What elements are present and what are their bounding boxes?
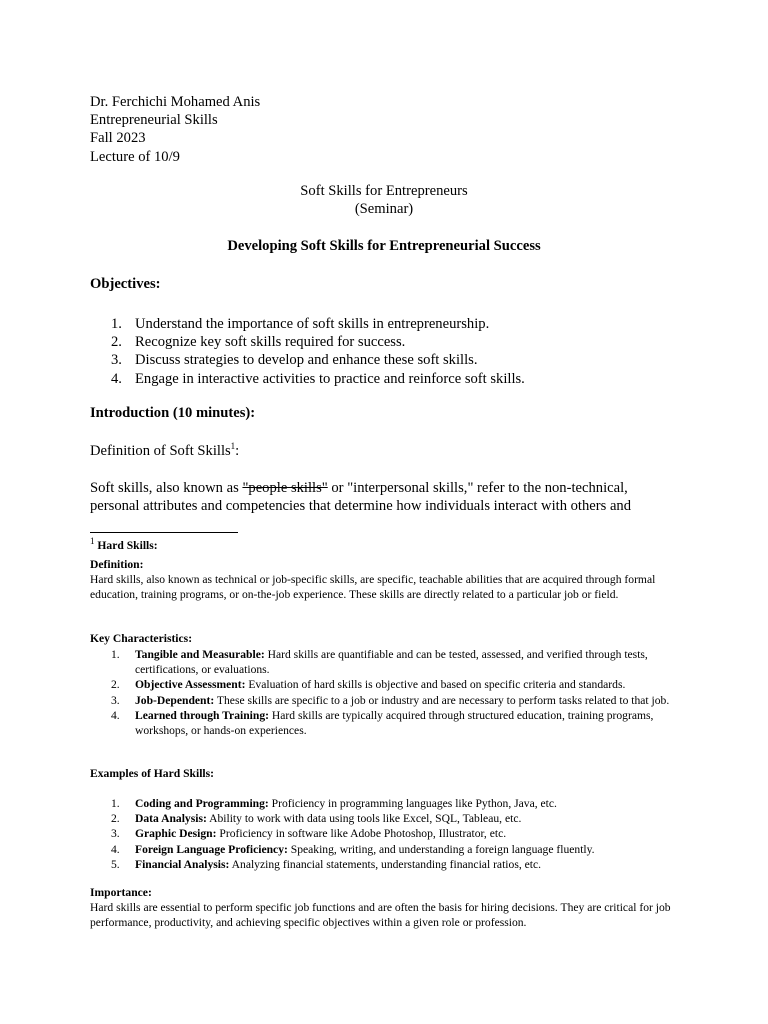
- list-item: 5. Financial Analysis: Analyzing financial statements, understanding financial ratios, etc.: [111, 857, 542, 871]
- lecture-date: Lecture of 10/9: [90, 148, 180, 165]
- definition-label: Definition of Soft Skills$^1$:: [90, 441, 240, 459]
- examples-list: [90, 796, 680, 872]
- importance-text: Hard skills are essential to perform specific job functions and are often the basis for hiring decisions. They are critical for job performance, productivity, and achieving specific objectives within a given role or profession.: [90, 901, 671, 930]
- list-item: 2. Data Analysis: Ability to work with data using tools like Excel, SQL, Tableau, etc.: [111, 812, 522, 826]
- list-item: 1. Tangible and Measurable: Hard skills are quantifiable and can be tested, assessed, and verified through tests, certifications, or evaluations.: [111, 648, 648, 677]
- seminar-subtitle: (Seminar): [354, 201, 414, 217]
- list-item: 3. Discuss strategies to develop and enhance these soft skills.: [111, 352, 478, 369]
- list-item: 1. Coding and Programming: Proficiency in programming languages like Python, Java, etc.: [111, 797, 557, 810]
- list-item: 1. Understand the importance of soft skills in entrepreneurship.: [111, 316, 490, 332]
- page-heading: Developing Soft Skills for Entrepreneurial Success: [227, 238, 541, 254]
- list-item: 3. Job-Dependent: These skills are specific to a job or industry and are necessary to perform tasks related to that job.: [111, 693, 670, 707]
- footnote-separator: [90, 532, 238, 533]
- footnote-reference[interactable]: 1: [230, 441, 236, 452]
- definition-paragraph: Soft skills, also known as "people skills" or "interpersonal skills," refer to the non-technical, personal attributes and competencies that determine how individuals interact with others and: [90, 480, 632, 514]
- list-item: 4. Engage in interactive activities to practice and reinforce soft skills.: [111, 370, 525, 387]
- author-name: Dr. Ferchichi Mohamed Anis: [90, 94, 261, 110]
- footnote-definition-text: Hard skills, also known as technical or job-specific skills, are specific, teachable abilities that are acquired through formal education, training programs, or on-the-job experience. These skills are directly related to a particular job or field.: [90, 573, 656, 602]
- examples-heading: Examples of Hard Skills:: [90, 767, 215, 780]
- footnote-definition-heading: Definition:: [90, 558, 144, 571]
- list-item: 2. Objective Assessment: Evaluation of hard skills is objective and based on specific criteria and standards.: [111, 678, 626, 692]
- characteristics-list: [90, 647, 680, 738]
- importance-heading: Importance:: [90, 886, 152, 899]
- struck-text: "people skills": [242, 480, 328, 496]
- objectives-heading: Objectives:: [90, 276, 161, 292]
- course-name: Entrepreneurial Skills: [90, 112, 218, 129]
- list-item: 4. Foreign Language Proficiency: Speaking, writing, and understanding a foreign language fluently.: [111, 842, 595, 856]
- characteristics-heading: Key Characteristics:: [90, 632, 193, 645]
- footnote-title: $^1$ Hard Skills:: [90, 536, 158, 552]
- list-item: 3. Graphic Design: Proficiency in software like Adobe Photoshop, Illustrator, etc.: [111, 827, 507, 841]
- list-item: 4. Learned through Training: Hard skills are typically acquired through structured education, training programs, workshops, or hands-on experiences.: [111, 708, 654, 738]
- objectives-list: [90, 315, 678, 388]
- document-header: [90, 93, 678, 166]
- term: Fall 2023: [90, 130, 146, 147]
- list-item: 2. Recognize key soft skills required for success.: [111, 334, 406, 351]
- introduction-heading: Introduction (10 minutes):: [90, 405, 256, 421]
- seminar-title: Soft Skills for Entrepreneurs: [300, 183, 468, 199]
